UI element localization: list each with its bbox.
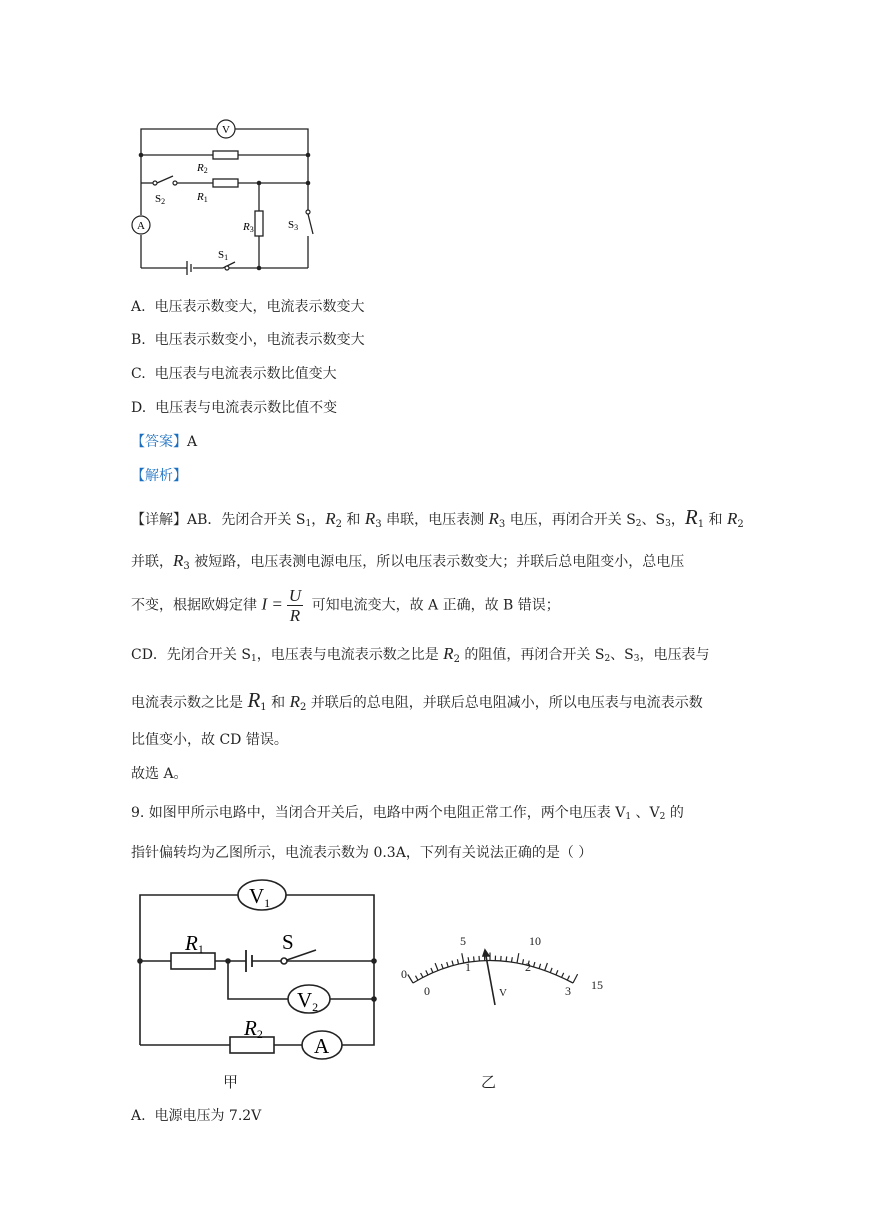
scale-tick [550, 968, 552, 973]
scale-tick [462, 953, 464, 963]
q9-line-2: 指针偏转均为乙图所示，电流表示数为 0.3A，下列有关说法正确的是（ ） [131, 845, 593, 861]
scale-tick [408, 975, 413, 984]
scale-tick [506, 956, 507, 961]
detail-line-6: 比值变小，故 CD 错误。 [131, 732, 288, 748]
voltmeter-dial [395, 928, 615, 1018]
meter-unit: V [499, 987, 507, 999]
scale-tick [573, 974, 578, 983]
q9-line-1: 9. 如图甲所示电路中，当闭合开关后，电路中两个电阻正常工作，两个电压表 V1 、V2 的 [131, 805, 684, 822]
caption-yi: 乙 [481, 1073, 497, 1091]
scale-tick [457, 959, 458, 964]
r3-label: R3 [243, 221, 254, 234]
scale-inner-2: 2 [525, 960, 531, 974]
ammeter-symbol: A [137, 220, 145, 232]
scale-tick [567, 976, 569, 981]
scale-tick [447, 962, 449, 967]
scale-tick [431, 968, 433, 973]
switch-label: S [282, 930, 294, 954]
option-b: B. 电压表示数变小，电流表示数变大 [131, 332, 365, 348]
scale-outer-0: 0 [401, 967, 407, 981]
scale-outer-10: 10 [529, 934, 541, 948]
scale-tick [523, 959, 524, 964]
r1-label: R1 [197, 191, 208, 204]
detail-line-2: 并联，$R_3$ 被短路，电压表测电源电压，所以电压表示数变大；并联后总电阻变小，总电压 [131, 551, 685, 572]
scale-tick [539, 964, 541, 969]
s1-label: S1 [218, 249, 229, 262]
v1-symbol: V1 [249, 884, 271, 910]
v2-symbol: V2 [297, 988, 319, 1014]
detail-line-3: 不变，根据欧姆定律 I = $\frac{U}{R}$ 可知电流变大，故 A 正确，故 B 错误； [131, 586, 560, 625]
scale-tick [556, 970, 558, 975]
circuit-diagram-2 [132, 870, 382, 1065]
scale-inner-0: 0 [424, 984, 430, 998]
scale-outer-15: 15 [591, 978, 603, 992]
detail-line-7: 故选 A。 [131, 766, 188, 782]
scale-tick [416, 976, 418, 980]
scale-tick [512, 957, 513, 962]
answer-line [131, 431, 197, 451]
ammeter-symbol-2: A [314, 1034, 330, 1058]
scale-tick [441, 964, 443, 969]
r2-label: R2 [197, 162, 208, 175]
answer-label: 【答案】 [131, 434, 187, 450]
scale-inner-1: 1 [465, 960, 471, 974]
scale-tick [534, 962, 535, 967]
option-a: A. 电压表示数变大，电流表示数变大 [131, 299, 365, 315]
option-d: D. 电压表与电流表示数比值不变 [131, 400, 338, 416]
scale-inner-3: 3 [565, 984, 571, 998]
detail-line-4: CD．先闭合开关 S1，电压表与电流表示数之比是 $R_2$ 的阻值，再闭合开关 S2、S3，电压表与 [131, 644, 710, 665]
r2-label-2: R2 [244, 1016, 263, 1041]
analysis-label: 【解析】 [131, 468, 187, 484]
scale-tick [435, 963, 438, 970]
r1-label-2: R1 [185, 931, 204, 956]
scale-tick [562, 973, 564, 978]
scale-tick [474, 956, 475, 961]
scale-tick [517, 953, 519, 963]
detail-line-5: 电流表示数之比是 $R_1$ 和 $R_2$ 并联后的总电阻，并联后总电阻减小，所以电压表与电流表示数 [131, 688, 703, 713]
voltmeter-symbol: V [222, 124, 230, 136]
s3-label: S3 [288, 219, 299, 232]
caption-jia: 甲 [223, 1073, 239, 1091]
circuit-diagram-1 [125, 110, 325, 275]
detail-line-1: 【详解】AB．先闭合开关 S1，$R_2$ 和 $R_3$ 串联，电压表测 $R_3$ 电压，再闭合开关 S2、S3，$R_1$ 和 $R_2$ [131, 505, 744, 530]
scale-outer-5: 5 [460, 934, 466, 948]
ohm-fraction: $\frac{U}{R}$ [288, 586, 302, 625]
scale-tick [545, 963, 548, 971]
answer-value: A [187, 434, 198, 450]
scale-tick [421, 973, 423, 977]
option-c: C. 电压表与电流表示数比值变大 [131, 366, 337, 382]
scale-tick [426, 970, 428, 975]
detail-label: 【详解】 [131, 512, 187, 528]
scale-tick [452, 961, 453, 966]
s2-label: S2 [155, 193, 166, 206]
q9-option-a: A. 电源电压为 7.2V [131, 1108, 262, 1124]
